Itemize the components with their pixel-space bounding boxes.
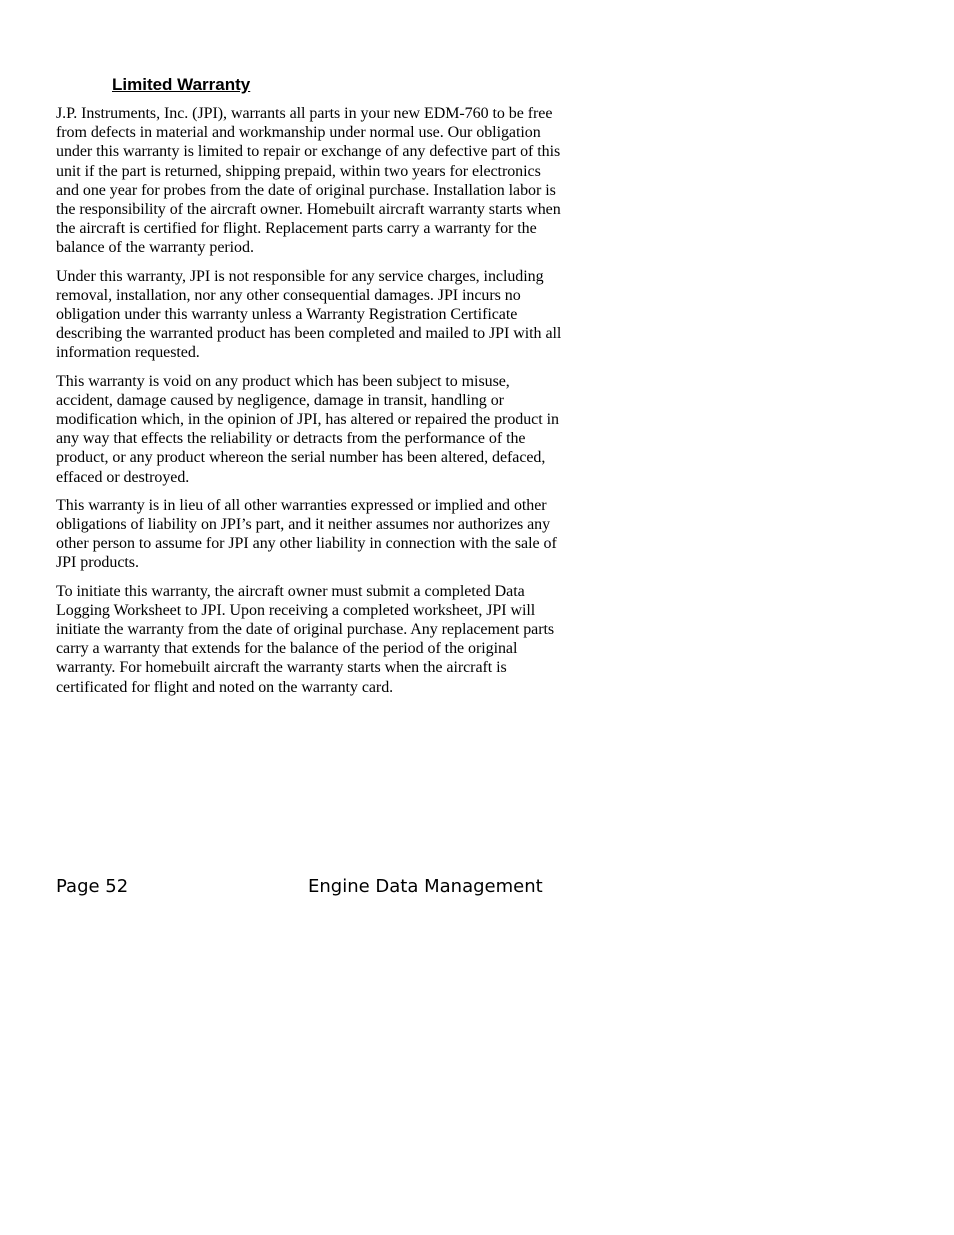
warranty-paragraph-initiate: To initiate this warranty, the aircraft owner must submit a completed Data Logging Worksheet to JPI. Upon receiving a completed worksheet, JPI will initiate the warranty from the date of original purchase. Any replacement parts carry a warranty that extends for the balance of the period of the original warranty. For homebuilt aircraft the warranty starts when the aircraft is certificated for flight and noted on the warranty card. (56, 582, 555, 696)
warranty-paragraph-exclusions: Under this warranty, JPI is not responsible for any service charges, including removal, installation, nor any other consequential damages. JPI incurs no obligation under this warranty unless a Warranty Registration Certificate describing the warranted product has been completed and mailed to JPI with all information requested. (56, 267, 562, 362)
page-number: Page 52 (56, 876, 129, 897)
document-title: Engine Data Management (308, 876, 543, 897)
page-footer (56, 875, 566, 899)
warranty-paragraph-coverage: J.P. Instruments, Inc. (JPI), warrants all parts in your new EDM-760 to be free from defects in material and workmanship under normal use. Our obligation under this warranty is limited to repair or exchange of any defective part of this unit if the part is returned, shipping prepaid, within two years for electronics and one year for probes from the date of original purchase. Installation labor is the responsibility of the aircraft owner. Homebuilt aircraft warranty starts when the aircraft is certified for flight. Replacement parts carry a warranty for the balance of the warranty period. (56, 105, 561, 257)
document-body (56, 74, 566, 706)
warranty-paragraph-lieu: This warranty is in lieu of all other warranties expressed or implied and other obligations of liability on JPI’s part, and it neither assumes nor authorizes any other person to assume for JPI any other liability in connection with the sale of JPI products. (56, 496, 557, 572)
section-heading: Limited Warranty (112, 75, 251, 94)
warranty-paragraph-void: This warranty is void on any product which has been subject to misuse, accident, damage caused by negligence, damage in transit, handling or modification which, in the opinion of JPI, has altered or repaired the product in any way that effects the reliability or detracts from the performance of the product, or any product whereon the serial number has been altered, defaced, effaced or destroyed. (56, 372, 559, 486)
